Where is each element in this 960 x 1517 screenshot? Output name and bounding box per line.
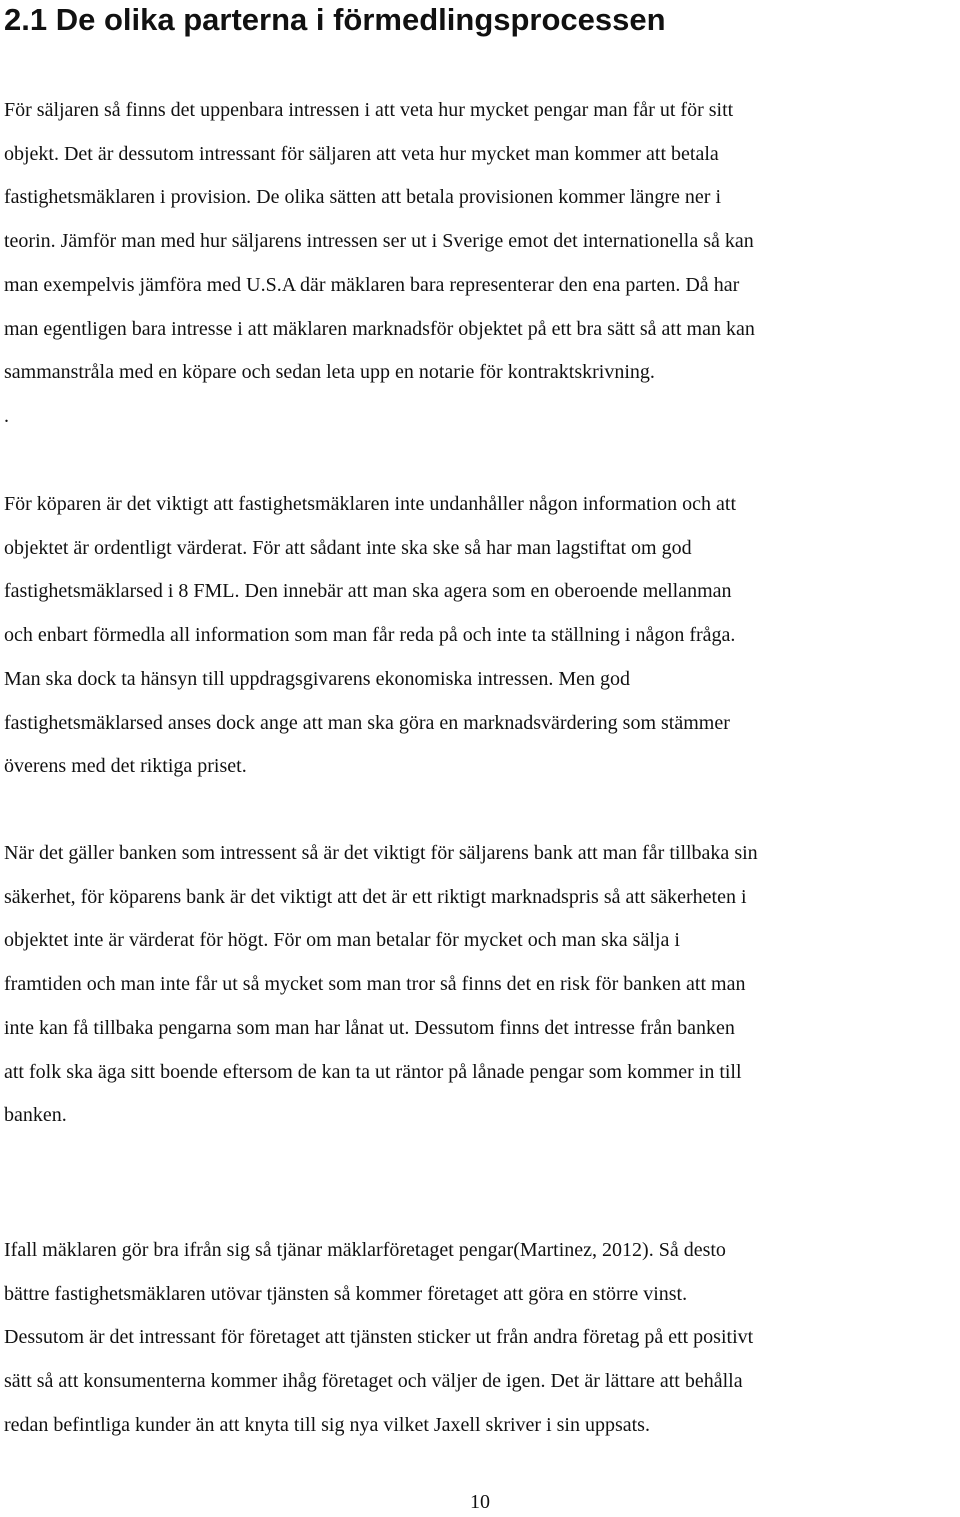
text-line: säkerhet, för köparens bank är det viktigt att det är ett riktigt marknadspris så att säkerheten i xyxy=(4,885,747,908)
text-line: fastighetsmäklaren i provision. De olika sätten att betala provisionen kommer längre ner i xyxy=(4,186,722,209)
text-line: redan befintliga kunder än att knyta till sig nya vilket Jaxell skriver i sin uppsats. xyxy=(4,1413,650,1436)
text-line: Man ska dock ta hänsyn till uppdragsgivarens ekonomiska intressen. Men god xyxy=(4,667,630,690)
text-line: inte kan få tillbaka pengarna som man har lånat ut. Dessutom finns det intresse från banken xyxy=(4,1016,735,1039)
text-line: objekt. Det är dessutom intressant för säljaren att veta hur mycket man kommer att betala xyxy=(4,142,719,165)
text-line: objektet är ordentligt värderat. För att sådant inte ska ske så har man lagstiftat om god xyxy=(4,536,692,559)
text-line: banken. xyxy=(4,1104,67,1127)
text-line: sätt så att konsumenterna kommer ihåg företaget och väljer de igen. Det är lättare att behålla xyxy=(4,1370,743,1393)
text-line: fastighetsmäklarsed i 8 FML. Den innebär att man ska agera som en oberoende mellanman xyxy=(4,580,732,603)
text-line: Dessutom är det intressant för företaget att tjänsten sticker ut från andra företag på ett positivt xyxy=(4,1326,754,1349)
text-line: objektet inte är värderat för högt. För om man betalar för mycket och man ska sälja i xyxy=(4,929,680,952)
text-line: överens med det riktiga priset. xyxy=(4,755,247,778)
text-line: När det gäller banken som intressent så är det viktigt för säljarens bank att man får tillbaka sin xyxy=(4,842,758,864)
text-line: För säljaren så finns det uppenbara intressen i att veta hur mycket pengar man får ut för sitt xyxy=(4,99,734,121)
text-line: man egentligen bara intresse i att mäklaren marknadsför objektet på ett bra sätt så att man kan xyxy=(4,317,755,340)
page-number: 10 xyxy=(470,1491,490,1513)
text-line: sammanstråla med en köpare och sedan leta upp en notarie för kontraktskrivning. xyxy=(4,361,655,384)
text-line: man exempelvis jämföra med U.S.A där mäklaren bara representerar den ena parten. Då har xyxy=(4,273,740,296)
text-line: För köparen är det viktigt att fastighetsmäklaren inte undanhåller någon information och att xyxy=(4,493,737,515)
paragraph-agency xyxy=(4,1229,960,1448)
text-line: framtiden och man inte får ut så mycket som man tror så finns det en risk för banken att man xyxy=(4,973,746,996)
text-line: och enbart förmedla all information som man får reda på och inte ta ställning i någon fråga. xyxy=(4,624,736,647)
text-line: teorin. Jämför man med hur säljarens intressen ser ut i Sverige emot det internationella så kan xyxy=(4,230,754,253)
paragraph-seller xyxy=(4,89,960,439)
section-heading: 2.1 De olika parterna i förmedlingsprocessen xyxy=(4,2,666,37)
text-line: att folk ska äga sitt boende eftersom de kan ta ut räntor på lånade pengar som kommer in till xyxy=(4,1060,742,1083)
text-line: Ifall mäklaren gör bra ifrån sig så tjänar mäklarföretaget pengar(Martinez, 2012). Så desto xyxy=(4,1239,726,1261)
paragraph-buyer xyxy=(4,483,960,789)
text-line: . xyxy=(4,404,9,427)
text-line: fastighetsmäklarsed anses dock ange att man ska göra en marknadsvärdering som stämmer xyxy=(4,711,730,734)
paragraph-bank xyxy=(4,832,960,1138)
text-line: bättre fastighetsmäklaren utövar tjänsten så kommer företaget att göra en större vinst. xyxy=(4,1282,688,1305)
